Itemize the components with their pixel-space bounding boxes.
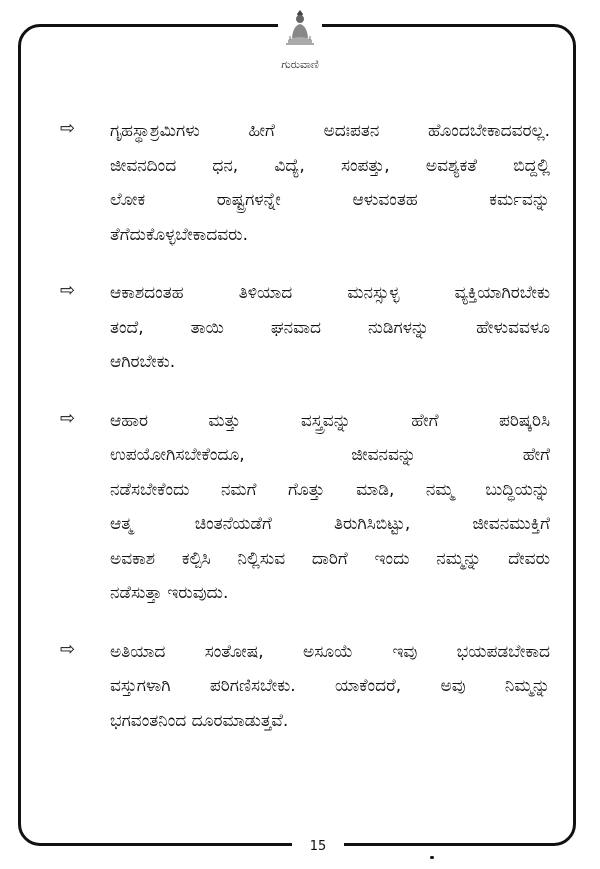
text-line: ನಡೆಸಬೇಕೆಂದು ನಮಗೆ ಗೊತ್ತು ಮಾಡಿ, ನಮ್ಮ ಬುದ್ಧಿಯನ್ನು xyxy=(110,479,550,500)
text-line: ಜೀವನದಿಂದ ಧನ, ವಿದ್ಯೆ, ಸಂಪತ್ತು, ಅವಶ್ಯಕತೆ ಬಿದ್ದಲ್ಲಿ xyxy=(110,155,550,176)
arrow-right-icon: ⇨ xyxy=(60,118,76,139)
page-footer xyxy=(18,835,576,857)
text-line: ಗೃಹಸ್ಥಾಶ್ರಮಿಗಳು ಹೀಗೆ ಅದಃಪತನ ಹೊಂದಬೇಕಾದವರಲ್ಲ. xyxy=(110,121,550,141)
bullet-item xyxy=(60,404,550,611)
arrow-right-icon: ⇨ xyxy=(60,407,76,429)
text-line: ತೆಗೆದುಕೊಳ್ಳಬೇಕಾದವರು. xyxy=(110,224,248,245)
text-line: ನಡೆಸುತ್ತಾ ಇರುವುದು. xyxy=(110,583,229,603)
arrow-right-icon: ⇨ xyxy=(60,638,76,660)
ink-speck xyxy=(430,856,434,859)
text-line: ಆಗಿರಬೇಕು. xyxy=(110,352,176,372)
bullet-item xyxy=(60,635,550,739)
guru-logo xyxy=(278,4,322,48)
text-line: ಆಕಾಶದಂತಹ ತಿಳಿಯಾದ ಮನಸ್ಸುಳ್ಳ ವ್ಯಕ್ತಿಯಾಗಿರಬೇಕು xyxy=(110,283,550,303)
paragraph xyxy=(110,635,550,739)
text-line: ಆತ್ಮ ಚಿಂತನೆಯಡೆಗೆ ತಿರುಗಿಸಿಬಿಟ್ಟು, ಜೀವನಮುಕ್ತಿಗೆ xyxy=(110,514,550,534)
text-line: ವಸ್ತುಗಳಾಗಿ ಪರಿಗಣಿಸಬೇಕು. ಯಾಕೆಂದರೆ, ಅವು ನಿಮ್ಮನ್ನು xyxy=(110,676,550,696)
text-line: ತಂದೆ, ತಾಯಿ ಘನವಾದ ನುಡಿಗಳನ್ನು ಹೇಳುವವಳೂ xyxy=(110,317,550,338)
guru-figure-icon xyxy=(278,4,322,48)
text-line: ಲೋಕ ರಾಷ್ಟ್ರಗಳನ್ನೇ ಆಳುವಂತಹ ಕರ್ಮವನ್ನು xyxy=(110,190,550,210)
paragraph xyxy=(110,404,550,611)
paragraph xyxy=(110,276,550,380)
bullet-item xyxy=(60,276,550,380)
page-header-title: ಗುರುವಾಣಿ xyxy=(281,58,319,71)
text-line: ಆಹಾರ ಮತ್ತು ವಸ್ತ್ರವನ್ನು ಹೇಗೆ ಪರಿಷ್ಕರಿಸಿ xyxy=(110,410,550,431)
text-line: ಉಪಯೋಗಿಸಬೇಕೆಂದೂ, ಜೀವನವನ್ನು ಹೇಗೆ xyxy=(110,445,550,465)
text-line: ಭಗವಂತನಿಂದ ದೂರಮಾಡುತ್ತವೆ. xyxy=(110,710,289,731)
arrow-right-icon: ⇨ xyxy=(60,280,76,301)
text-line: ಅತಿಯಾದ ಸಂತೋಷ, ಅಸೂಯೆ ಇವು ಭಯಪಡಬೇಕಾದ xyxy=(110,641,550,662)
main-content xyxy=(60,114,550,762)
text-line: ಅವಕಾಶ ಕಲ್ಪಿಸಿ ನಿಲ್ಲಿಸುವ ದಾರಿಗೆ ಇಂದು ನಮ್ಮನ್ನು ದೇವರು xyxy=(110,548,550,569)
bullet-item xyxy=(60,114,550,252)
paragraph xyxy=(110,114,550,252)
page-number: 15 xyxy=(292,837,344,857)
